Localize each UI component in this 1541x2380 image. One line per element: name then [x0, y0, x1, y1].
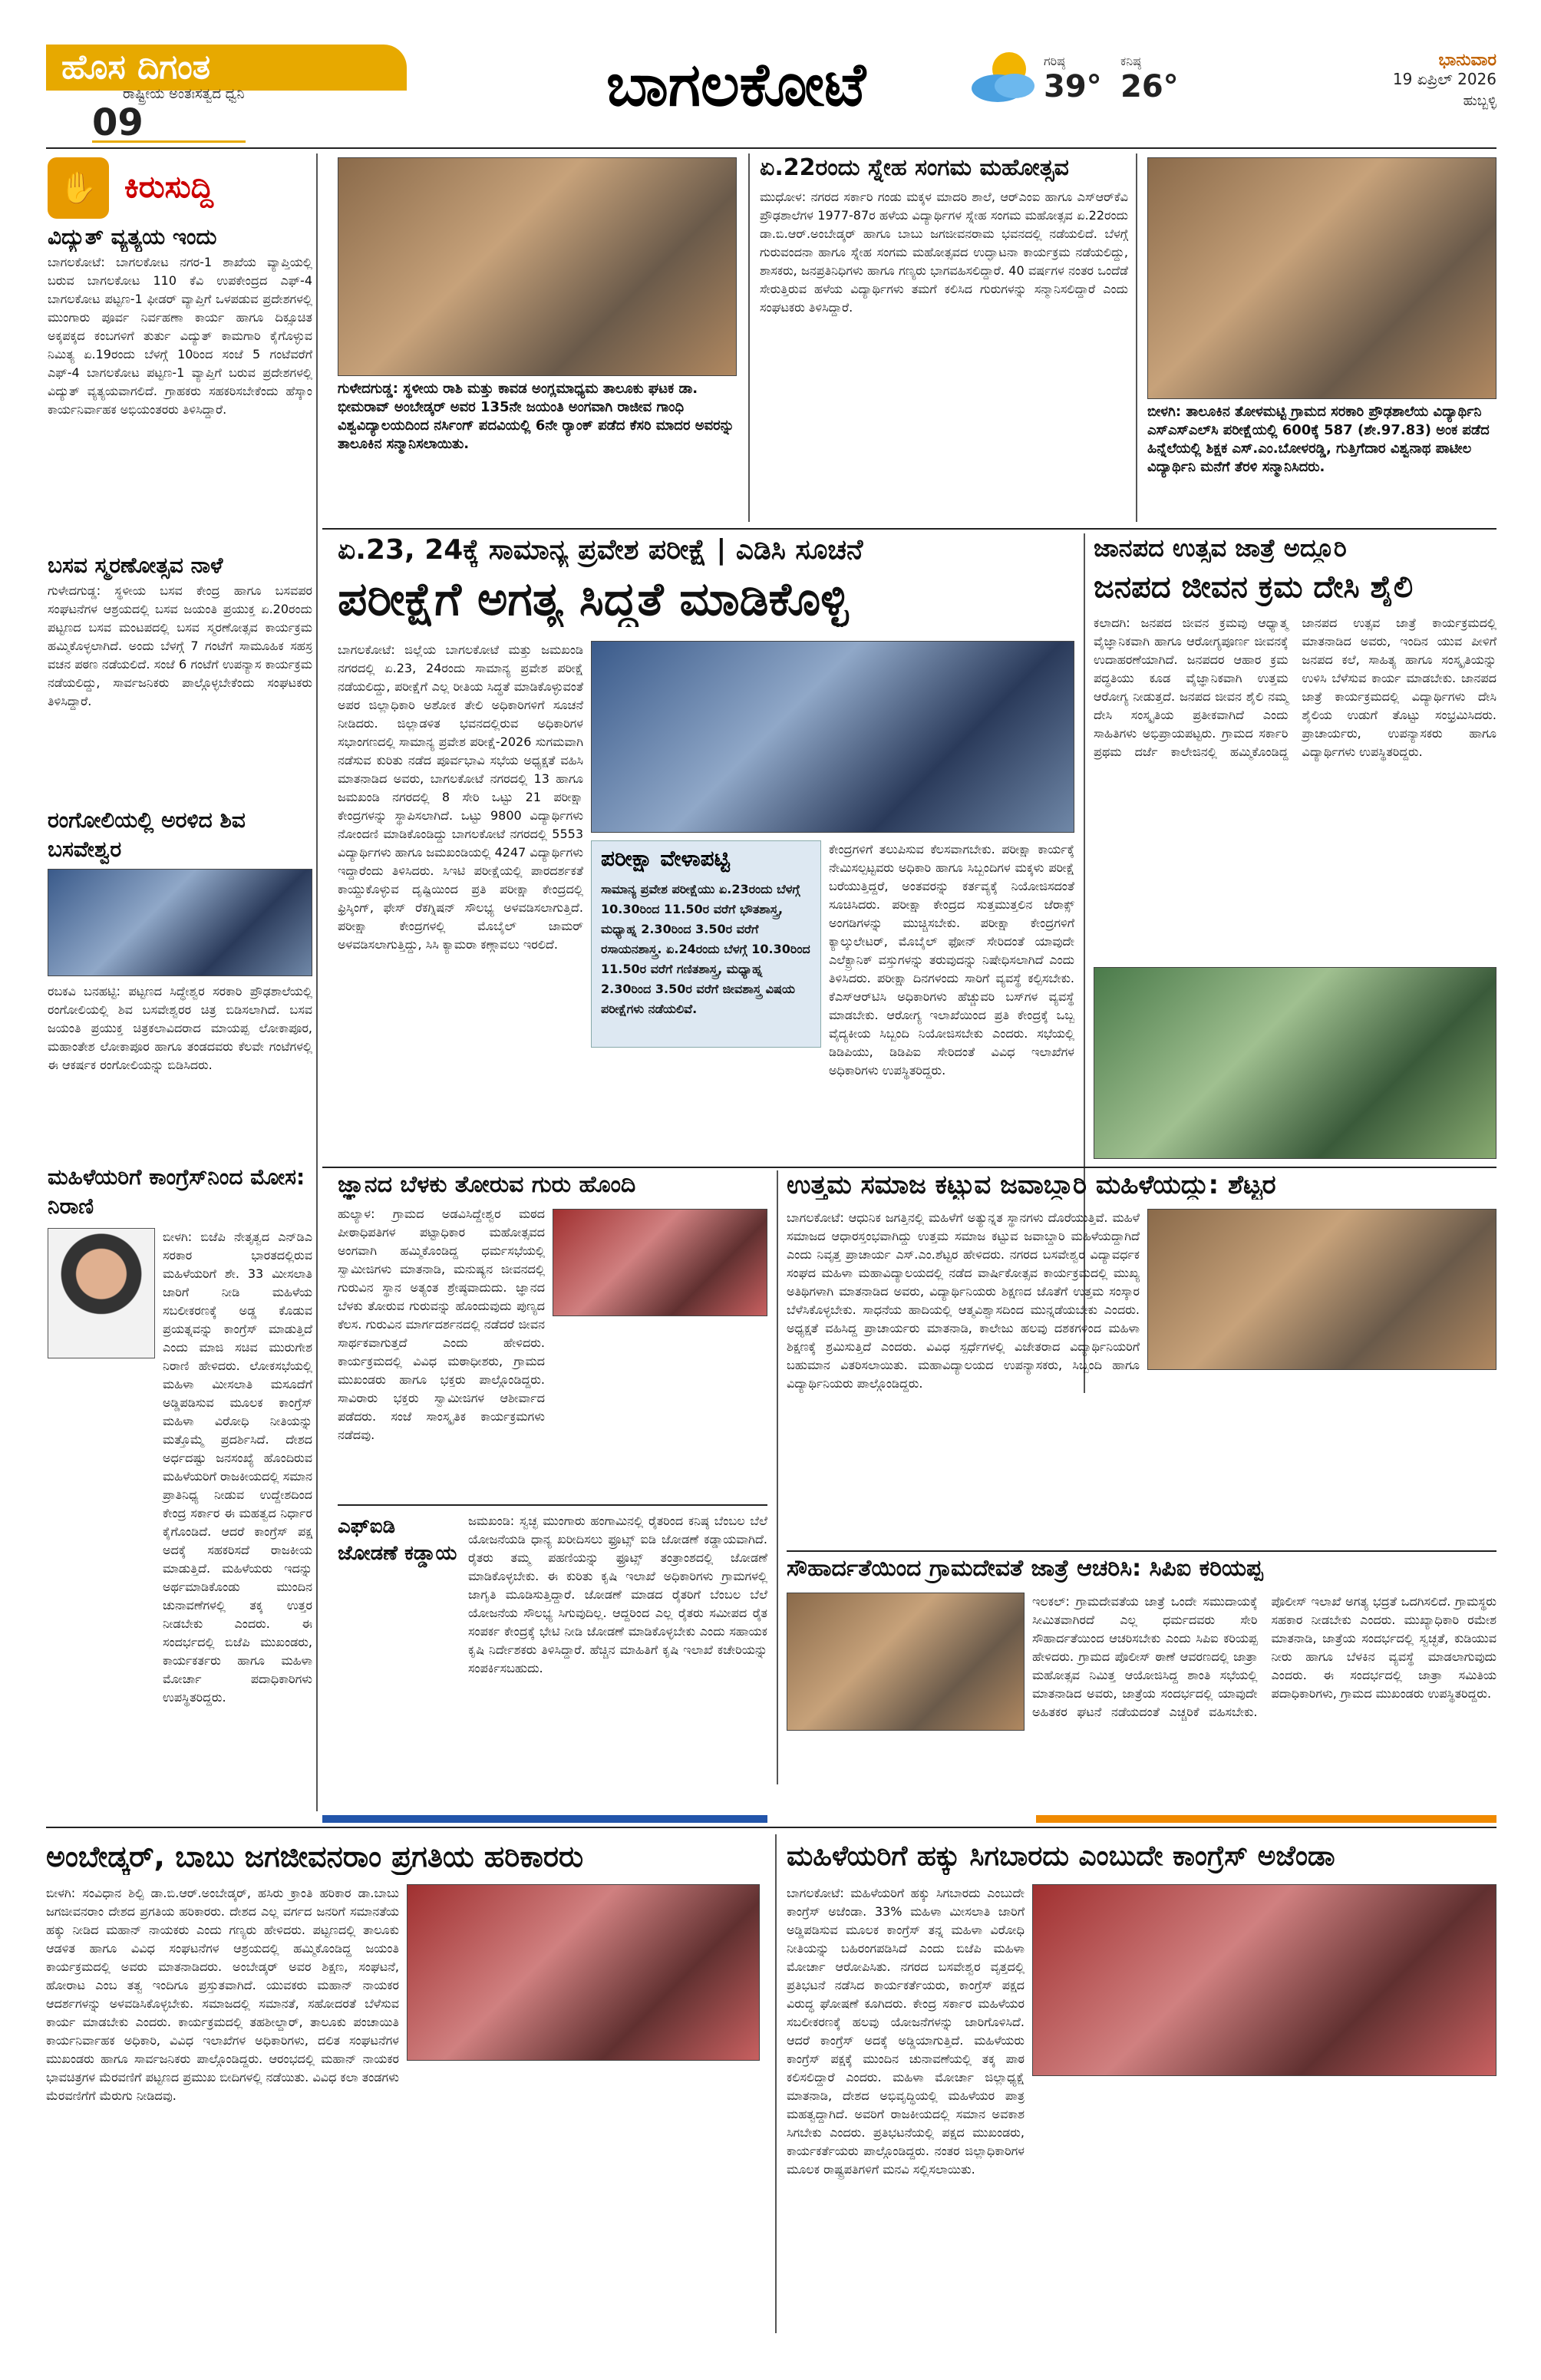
section-divider [46, 1827, 1496, 1828]
newspaper-brand: ಹೊಸ ದಿಗಂತ [46, 45, 407, 91]
lead-kicker: ಏ.23, 24ಕ್ಕೆ ಸಾಮಾನ್ಯ ಪ್ರವೇಶ ಪರೀಕ್ಷೆ | ಎಡಿಸಿ ಸೂಚನೆ [338, 534, 863, 566]
brief-1-headline: ವಿದ್ಯುತ್ ವ್ಯತ್ಯಯ ಇಂದು [48, 224, 217, 249]
congress-body: ಬಾಗಲಕೋಟೆ: ಮಹಿಳೆಯರಿಗೆ ಹಕ್ಕು ಸಿಗಬಾರದು ಎಂಬುದೇ ಕಾಂಗ್ರೆಸ್ ಅಜೆಂಡಾ. 33% ಮಹಿಳಾ ಮೀಸಲಾತಿ ಜಾರಿಗೆ ಅಡ್ಡಿಪಡಿಸುವ ಮೂಲಕ ಕಾಂಗ್ರೆಸ್ ತನ್ನ ಮಹಿಳಾ ವಿರೋಧಿ ನೀತಿಯನ್ನು ಬಹಿರಂಗಪಡಿಸಿದೆ ಎಂದು ಬಿಜೆಪಿ ಮಹಿಳಾ ಮೋರ್ಚಾ ಆರೋಪಿಸಿತು. ನಗರದ ಬಸವೇಶ್ವರ ವೃತ್ತದಲ್ಲಿ ಪ್ರತಿಭಟನೆ ನಡೆಸಿದ ಕಾರ್ಯಕರ್ತೆಯರು, ಕಾಂಗ್ರೆಸ್ ಪಕ್ಷದ ವಿರುದ್ಧ ಘೋಷಣೆ ಕೂಗಿದರು. ಕೇಂದ್ರ ಸರ್ಕಾರ ಮಹಿಳೆಯರ ಸಬಲೀಕರಣಕ್ಕೆ ಹಲವು ಯೋಜನೆಗಳನ್ನು ಜಾರಿಗೊಳಿಸಿದೆ. ಆದರೆ ಕಾಂಗ್ರೆಸ್ ಅದಕ್ಕೆ ಅಡ್ಡಿಯಾಗುತ್ತಿದೆ. ಮಹಿಳೆಯರು ಕಾಂಗ್ರೆಸ್ ಪಕ್ಷಕ್ಕೆ ಮುಂದಿನ ಚುನಾವಣೆಯಲ್ಲಿ ತಕ್ಕ ಪಾಠ ಕಲಿಸಲಿದ್ದಾರೆ ಎಂದರು. ಮಹಿಳಾ ಮೋರ್ಚಾ ಜಿಲ್ಲಾಧ್ಯಕ್ಷೆ ಮಾತನಾಡಿ, ದೇಶದ ಅಭಿವೃದ್ಧಿಯಲ್ಲಿ ಮಹಿಳೆಯರ ಪಾತ್ರ ಮಹತ್ವದ್ದಾಗಿದೆ. ಅವರಿಗೆ ರಾಜಕೀಯದಲ್ಲಿ ಸಮಾನ ಅವಕಾಶ ಸಿಗಬೇಕು ಎಂದರು. ಪ್ರತಿಭಟನೆಯಲ್ಲಿ ಪಕ್ಷದ ಮುಖಂಡರು, ಕಾರ್ಯಕರ್ತೆಯರು ಪಾಲ್ಗೊಂಡಿದ್ದರು. ನಂತರ ಜಿಲ್ಲಾಧಿಕಾರಿಗಳ ಮೂಲಕ ರಾಷ್ಟ್ರಪತಿಗಳಿಗೆ ಮನವಿ ಸಲ್ಲಿಸಲಾಯಿತು. [787, 1886, 1025, 2177]
min-temp [1120, 54, 1179, 104]
lead-body-continued: ಕೇಂದ್ರಗಳಿಗೆ ತಲುಪಿಸುವ ಕೆಲಸವಾಗಬೇಕು. ಪರೀಕ್ಷಾ ಕಾರ್ಯಕ್ಕೆ ನೇಮಿಸಲ್ಪಟ್ಟವರು ಅಧಿಕಾರಿ ಹಾಗೂ ಸಿಬ್ಬಂದಿಗಳ ಮಕ್ಕಳು ಪರೀಕ್ಷೆ ಬರೆಯುತ್ತಿದ್ದರೆ, ಅಂತವರನ್ನು ಕರ್ತವ್ಯಕ್ಕೆ ನಿಯೋಜಿಸದಂತೆ ಸೂಚಿಸಿದರು. ಪರೀಕ್ಷಾ ಕೇಂದ್ರದ ಸುತ್ತಮುತ್ತಲಿನ ಜೆರಾಕ್ಸ್ ಅಂಗಡಿಗಳನ್ನು ಮುಚ್ಚಿಸಬೇಕು. ಪರೀಕ್ಷಾ ಕೇಂದ್ರಗಳಿಗೆ ಕ್ಯಾಲ್ಕುಲೇಟರ್, ಮೊಬೈಲ್ ಫೋನ್ ಸೇರಿದಂತೆ ಯಾವುದೇ ಎಲೆಕ್ಟ್ರಾನಿಕ್ ವಸ್ತುಗಳನ್ನು ತರುವುದನ್ನು ನಿಷೇಧಿಸಲಾಗಿದೆ ಎಂದು ತಿಳಿಸಿದರು. ಪರೀಕ್ಷಾ ದಿನಗಳಂದು ಸಾರಿಗೆ ವ್ಯವಸ್ಥೆ ಕಲ್ಪಿಸಬೇಕು. ಕೆಎಸ್‌ಆರ್‌ಟಿಸಿ ಅಧಿಕಾರಿಗಳು ಹೆಚ್ಚುವರಿ ಬಸ್‌ಗಳ ವ್ಯವಸ್ಥೆ ಮಾಡಬೇಕು. ಆರೋಗ್ಯ ಇಲಾಖೆಯಿಂದ ಪ್ರತಿ ಕೇಂದ್ರಕ್ಕೆ ಒಬ್ಬ ವೈದ್ಯಕೀಯ ಸಿಬ್ಬಂದಿ ನಿಯೋಜಿಸಬೇಕು ಎಂದರು. ಸಭೆಯಲ್ಲಿ ಡಿಡಿಪಿಯು, ಡಿಡಿಪಿಐ ಸೇರಿದಂತೆ ವಿವಿಧ ಇಲಾಖೆಗಳ ಅಧಿಕಾರಿಗಳು ಉಪಸ್ಥಿತರಿದ್ದರು. [829, 842, 1074, 1078]
brief-1-body: ಬಾಗಲಕೋಟೆ: ಬಾಗಲಕೋಟ ನಗರ-1 ಶಾಖೆಯ ವ್ಯಾಪ್ತಿಯಲ್ಲಿ ಬರುವ ಬಾಗಲಕೋಟ 110 ಕೆವಿ ಉಪಕೇಂದ್ರದ ಎಫ್-4 ಬಾಗಲಕೋಟ ಪಟ್ಟಣ-1 ಫೀಡರ್ ವ್ಯಾಪ್ತಿಗೆ ಒಳಪಡುವ ಪ್ರದೇಶಗಳಲ್ಲಿ ಮುಂಗಾರು ಪೂರ್ವ ನಿರ್ವಹಣಾ ಕಾರ್ಯ ಹಾಗೂ ದಿಕ್ಸೂಚಿತ ಅಕ್ಕಪಕ್ಕದ ಕಂಬಗಳಿಗೆ ತುರ್ತು ವಿದ್ಯುತ್ ಕಾಮಗಾರಿ ಕೈಗೊಳ್ಳುವ ನಿಮಿತ್ಯ ಏ.19ರಂದು ಬೆಳಗ್ಗೆ 10ರಿಂದ ಸಂಜೆ 5 ಗಂಟೆವರೆಗೆ ಎಫ್-4 ಬಾಗಲಕೋಟ ಪಟ್ಟಣ-1 ವ್ಯಾಪ್ತಿಗೆ ಬರುವ ಪ್ರದೇಶಗಳಲ್ಲಿ ವಿದ್ಯುತ್ ವ್ಯತ್ಯಯವಾಗಲಿದೆ. ಗ್ರಾಹಕರು ಸಹಕರಿಸಬೇಕೆಂದು ಹೆಸ್ಕಾಂ ಕಾರ್ಯನಿರ್ವಾಹಕ ಅಭಿಯಂತರರು ತಿಳಿಸಿದ್ದಾರೆ. [48, 255, 312, 417]
brief-3-headline: ರಂಗೋಲಿಯಲ್ಲಿ ಅರಳಿದ ಶಿವ ಬಸವೇಶ್ವರ [48, 807, 246, 862]
masthead-divider [46, 147, 1496, 149]
partly-cloudy-icon [967, 46, 1044, 107]
column-divider [777, 1170, 778, 1784]
protest-photo [1032, 1884, 1496, 2076]
section-bar [322, 1815, 767, 1823]
fid-headline-1: ಎಫ್‌ಐಡಿ [338, 1515, 395, 1538]
brief-4-headline: ಮಹಿಳೆಯರಿಗೆ ಕಾಂಗ್ರೆಸ್‌ನಿಂದ ಮೋಸ: ನಿರಾಣಿ [48, 1164, 305, 1219]
meeting-photo [591, 641, 1074, 833]
ambedkar-photo [407, 1884, 760, 2061]
ambedkar-body: ಬೀಳಗಿ: ಸಂವಿಧಾನ ಶಿಲ್ಪಿ ಡಾ.ಬಿ.ಆರ್.ಅಂಬೇಡ್ಕರ್, ಹಸಿರು ಕ್ರಾಂತಿ ಹರಿಕಾರ ಡಾ.ಬಾಬು ಜಗಜೀವನರಾಂ ದೇಶದ ಪ್ರಗತಿಯ ಹರಿಕಾರರು. ದೇಶದ ಎಲ್ಲ ವರ್ಗದ ಜನರಿಗೆ ಸಮಾನತೆಯ ಹಕ್ಕು ನೀಡಿದ ಮಹಾನ್ ನಾಯಕರು ಎಂದು ಗಣ್ಯರು ಹೇಳಿದರು. ಪಟ್ಟಣದಲ್ಲಿ ತಾಲೂಕು ಆಡಳಿತ ಹಾಗೂ ವಿವಿಧ ಸಂಘಟನೆಗಳ ಆಶ್ರಯದಲ್ಲಿ ಹಮ್ಮಿಕೊಂಡಿದ್ದ ಜಯಂತಿ ಕಾರ್ಯಕ್ರಮದಲ್ಲಿ ಅವರು ಮಾತನಾಡಿದರು. ಅಂಬೇಡ್ಕರ್ ಅವರ ಶಿಕ್ಷಣ, ಸಂಘಟನೆ, ಹೋರಾಟ ಎಂಬ ತತ್ವ ಇಂದಿಗೂ ಪ್ರಸ್ತುತವಾಗಿದೆ. ಯುವಕರು ಮಹಾನ್ ನಾಯಕರ ಆದರ್ಶಗಳನ್ನು ಅಳವಡಿಸಿಕೊಳ್ಳಬೇಕು. ಸಮಾಜದಲ್ಲಿ ಸಮಾನತೆ, ಸಹೋದರತೆ ಬೆಳೆಸುವ ಕಾರ್ಯ ಮಾಡಬೇಕು ಎಂದರು. ಕಾರ್ಯಕ್ರಮದಲ್ಲಿ ತಹಶೀಲ್ದಾರ್, ತಾಲೂಕು ಪಂಚಾಯಿತಿ ಕಾರ್ಯನಿರ್ವಾಹಕ ಅಧಿಕಾರಿ, ವಿವಿಧ ಇಲಾಖೆಗಳ ಅಧಿಕಾರಿಗಳು, ದಲಿತ ಸಂಘಟನೆಗಳ ಮುಖಂಡರು ಹಾಗೂ ಸಾರ್ವಜನಿಕರು ಪಾಲ್ಗೊಂಡಿದ್ದರು. ಆರಂಭದಲ್ಲಿ ಮಹಾನ್ ನಾಯಕರ ಭಾವಚಿತ್ರಗಳ ಮೆರವಣಿಗೆ ಪಟ್ಟಣದ ಪ್ರಮುಖ ಬೀದಿಗಳಲ್ಲಿ ನಡೆಯಿತು. ವಿವಿಧ ಕಲಾ ತಂಡಗಳು ಮೆರವಣಿಗೆಗೆ ಮೆರುಗು ನೀಡಿದವು. [46, 1886, 399, 2103]
exam-schedule-box [591, 840, 821, 1048]
jatre-headline: ಸೌಹಾರ್ದತೆಯಿಂದ ಗ್ರಾಮದೇವತೆ ಜಾತ್ರೆ ಆಚರಿಸಿ: ಸಿಪಿಐ ಕರಿಯಪ್ಪ [787, 1555, 1263, 1582]
kiru-title-a: ಕಿರು [124, 170, 165, 205]
column-divider [775, 1834, 777, 2333]
sneha-sangama-headline: ಏ.22ರಂದು ಸ್ನೇಹ ಸಂಗಮ ಮಹೋತ್ಸವ [760, 154, 1069, 181]
sneha-sangama-body: ಮುಧೋಳ: ನಗರದ ಸರ್ಕಾರಿ ಗಂಡು ಮಕ್ಕಳ ಮಾದರಿ ಶಾಲೆ, ಆರ್‌ಎಂಐ ಹಾಗೂ ಎಸ್‌ಆರ್‌ಕೆವಿ ಪ್ರೌಢಶಾಲೆಗಳ 1977-87ರ ಹಳೆಯ ವಿದ್ಯಾರ್ಥಿಗಳ ಸ್ನೇಹ ಸಂಗಮ ಮಹೋತ್ಸವ ಏ.22ರಂದು ಡಾ.ಬಿ.ಆರ್.ಅಂಬೇಡ್ಕರ್ ಹಾಗೂ ಬಾಬು ಜಗಜೀವನರಾಮ ಭವನದಲ್ಲಿ ನಡೆಯಲಿದೆ. ಬೆಳಗ್ಗೆ ಗುರುವಂದನಾ ಹಾಗೂ ಸ್ನೇಹ ಸಂಗಮ ಮಹೋತ್ಸವದ ಉದ್ಘಾಟನಾ ಕಾರ್ಯಕ್ರಮ ನಡೆಯಲಿದ್ದು, ಶಾಸಕರು, ಜನಪ್ರತಿನಿಧಿಗಳು ಹಾಗೂ ಗಣ್ಯರು ಭಾಗವಹಿಸಲಿದ್ದಾರೆ. 40 ವರ್ಷಗಳ ನಂತರ ಒಂದೆಡೆ ಸೇರುತ್ತಿರುವ ಹಳೆಯ ವಿದ್ಯಾರ್ಥಿಗಳು ತಮಗೆ ಕಲಿಸಿದ ಗುರುಗಳನ್ನು ಸನ್ಮಾನಿಸಲಿದ್ದಾರೆ ಎಂದು ಸಂಘಟಕರು ತಿಳಿಸಿದ್ದಾರೆ. [760, 190, 1128, 315]
brief-2-body: ಗುಳೇದಗುಡ್ಡ: ಸ್ಥಳೀಯ ಬಸವ ಕೇಂದ್ರ ಹಾಗೂ ಬಸವಪರ ಸಂಘಟನೆಗಳ ಆಶ್ರಯದಲ್ಲಿ ಬಸವ ಜಯಂತಿ ಪ್ರಯುಕ್ತ ಏ.20ರಂದು ಪಟ್ಟಣದ ಬಸವ ಮಂಟಪದಲ್ಲಿ ಬಸವ ಸ್ಮರಣೋತ್ಸವ ಕಾರ್ಯಕ್ರಮ ಹಮ್ಮಿಕೊಳ್ಳಲಾಗಿದೆ. ಅಂದು ಬೆಳಗ್ಗೆ 7 ಗಂಟೆಗೆ ಸಾಮೂಹಿಕ ಸಹಸ್ರ ವಚನ ಪಠಣ ನಡೆಯಲಿದೆ. ಸಂಜೆ 6 ಗಂಟೆಗೆ ಉಪನ್ಯಾಸ ಕಾರ್ಯಕ್ರಮ ನಡೆಯಲಿದ್ದು, ಸಾರ್ವಜನಿಕರು ಪಾಲ್ಗೊಳ್ಳಬೇಕೆಂದು ಸಂಘಟಕರು ತಿಳಿಸಿದ್ದಾರೆ. [48, 583, 312, 708]
max-temp-label: ಗರಿಷ್ಠ [1044, 54, 1065, 68]
exam-schedule-title: ಪರೀಕ್ಷಾ ವೇಳಾಪಟ್ಟಿ [601, 846, 730, 871]
section-divider [338, 1504, 767, 1506]
section-bar [1036, 1815, 1496, 1823]
section-divider [787, 1550, 1496, 1552]
weekday: ಭಾನುವಾರ [1438, 51, 1496, 70]
shettar-body: ಬಾಗಲಕೋಟೆ: ಆಧುನಿಕ ಜಗತ್ತಿನಲ್ಲಿ ಮಹಿಳೆಗೆ ಅತ್ಯುನ್ನತ ಸ್ಥಾನಗಳು ದೊರೆಯುತ್ತಿವೆ. ಮಹಿಳೆ ಸಮಾಜದ ಆಧಾರಸ್ತಂಭವಾಗಿದ್ದು ಉತ್ತಮ ಸಮಾಜ ಕಟ್ಟುವ ಜವಾಬ್ದಾರಿ ಮಹಿಳೆಯದ್ದಾಗಿದೆ ಎಂದು ನಿವೃತ್ತ ಪ್ರಾಚಾರ್ಯ ಎಸ್.ಎಂ.ಶೆಟ್ಟರ ಹೇಳಿದರು. ನಗರದ ಬಸವೇಶ್ವರ ವಿದ್ಯಾವರ್ಧಕ ಸಂಘದ ಮಹಿಳಾ ಮಹಾವಿದ್ಯಾಲಯದಲ್ಲಿ ನಡೆದ ವಾರ್ಷಿಕೋತ್ಸವ ಕಾರ್ಯಕ್ರಮದಲ್ಲಿ ಮುಖ್ಯ ಅತಿಥಿಗಳಾಗಿ ಮಾತನಾಡಿದ ಅವರು, ವಿದ್ಯಾರ್ಥಿನಿಯರು ಶಿಕ್ಷಣದ ಜೊತೆಗೆ ಉತ್ತಮ ಸಂಸ್ಕಾರ ಬೆಳೆಸಿಕೊಳ್ಳಬೇಕು. ಸಾಧನೆಯ ಹಾದಿಯಲ್ಲಿ ಆತ್ಮವಿಶ್ವಾಸದಿಂದ ಮುನ್ನಡೆಯಬೇಕು ಎಂದರು. ಅಧ್ಯಕ್ಷತೆ ವಹಿಸಿದ್ದ ಪ್ರಾಚಾರ್ಯರು ಮಾತನಾಡಿ, ಕಾಲೇಜು ಹಲವು ದಶಕಗಳಿಂದ ಮಹಿಳಾ ಶಿಕ್ಷಣಕ್ಕೆ ಶ್ರಮಿಸುತ್ತಿದೆ ಎಂದರು. ವಿವಿಧ ಸ್ಪರ್ಧೆಗಳಲ್ಲಿ ವಿಜೇತರಾದ ವಿದ್ಯಾರ್ಥಿನಿಯರಿಗೆ ಬಹುಮಾನ ವಿತರಿಸಲಾಯಿತು. ಮಹಾವಿದ್ಯಾಲಯದ ಉಪನ್ಯಾಸಕರು, ಸಿಬ್ಬಂದಿ ಹಾಗೂ ವಿದ್ಯಾರ್ಥಿನಿಯರು ಪಾಲ್ಗೊಂಡಿದ್ದರು. [787, 1210, 1140, 1391]
min-temp-label: ಕನಿಷ್ಠ [1120, 54, 1141, 68]
edition-place: ಹುಬ್ಬಳ್ಳಿ [1463, 93, 1496, 109]
student-felicitation-photo [1147, 157, 1496, 399]
tagline: ರಾಷ್ಟ್ರೀಯ ಅಂತಃಸತ್ವದ ಧ್ವನಿ [123, 86, 245, 102]
brief-4-body: ಬೀಳಗಿ: ಬಿಜೆಪಿ ನೇತೃತ್ವದ ಎನ್‌ಡಿಎ ಸರಕಾರ ಭಾರತದಲ್ಲಿರುವ ಮಹಿಳೆಯರಿಗೆ ಶೇ. 33 ಮೀಸಲಾತಿ ಜಾರಿಗೆ ನೀಡಿ ಮಹಿಳೆಯ ಸಬಲೀಕರಣಕ್ಕೆ ಅಡ್ಡ ಕೊಡುವ ಪ್ರಯತ್ನವನ್ನು ಕಾಂಗ್ರೆಸ್ ಮಾಡುತ್ತಿದೆ ಎಂದು ಮಾಜಿ ಸಚಿವ ಮುರುಗೇಶ ನಿರಾಣಿ ಹೇಳಿದರು. ಲೋಕಸಭೆಯಲ್ಲಿ ಮಹಿಳಾ ಮೀಸಲಾತಿ ಮಸೂದೆಗೆ ಅಡ್ಡಿಪಡಿಸುವ ಮೂಲಕ ಕಾಂಗ್ರೆಸ್ ಮಹಿಳಾ ವಿರೋಧಿ ನೀತಿಯನ್ನು ಮತ್ತೊಮ್ಮೆ ಪ್ರದರ್ಶಿಸಿದೆ. ದೇಶದ ಅರ್ಧದಷ್ಟು ಜನಸಂಖ್ಯೆ ಹೊಂದಿರುವ ಮಹಿಳೆಯರಿಗೆ ರಾಜಕೀಯದಲ್ಲಿ ಸಮಾನ ಪ್ರಾತಿನಿಧ್ಯ ನೀಡುವ ಉದ್ದೇಶದಿಂದ ಕೇಂದ್ರ ಸರ್ಕಾರ ಈ ಮಹತ್ವದ ನಿರ್ಧಾರ ಕೈಗೊಂಡಿದೆ. ಆದರೆ ಕಾಂಗ್ರೆಸ್ ಪಕ್ಷ ಅದಕ್ಕೆ ಸಹಕರಿಸದೆ ರಾಜಕೀಯ ಮಾಡುತ್ತಿದೆ. ಮಹಿಳೆಯರು ಇದನ್ನು ಅರ್ಥಮಾಡಿಕೊಂಡು ಮುಂದಿನ ಚುನಾವಣೆಗಳಲ್ಲಿ ತಕ್ಕ ಉತ್ತರ ನೀಡಬೇಕು ಎಂದರು. ಈ ಸಂದರ್ಭದಲ್ಲಿ ಬಿಜೆಪಿ ಮುಖಂಡರು, ಕಾರ್ಯಕರ್ತರು ಹಾಗೂ ಮಹಿಳಾ ಮೋರ್ಚಾ ಪದಾಧಿಕಾರಿಗಳು ಉಪಸ್ಥಿತರಿದ್ದರು. [163, 1230, 312, 1705]
janapada-headline-2: ಜನಪದ ಜೀವನ ಕ್ರಮ ದೇಸಿ ಶೈಲಿ [1094, 569, 1414, 605]
fid-headline-2: ಜೋಡಣೆ ಕಡ್ಡಾಯ [338, 1542, 457, 1565]
max-temp [1044, 54, 1102, 104]
lead-body: ಬಾಗಲಕೋಟೆ: ಜಿಲ್ಲೆಯ ಬಾಗಲಕೋಟೆ ಮತ್ತು ಜಮಖಂಡಿ ನಗರದಲ್ಲಿ ಏ.23, 24ರಂದು ಸಾಮಾನ್ಯ ಪ್ರವೇಶ ಪರೀಕ್ಷೆ ನಡೆಯಲಿದ್ದು, ಪರೀಕ್ಷೆಗೆ ಎಲ್ಲ ರೀತಿಯ ಸಿದ್ಧತೆ ಮಾಡಿಕೊಳ್ಳುವಂತೆ ಅಪರ ಜಿಲ್ಲಾಧಿಕಾರಿ ಅಶೋಕ ತೇಲಿ ಅಧಿಕಾರಿಗಳಿಗೆ ಸೂಚನೆ ನೀಡಿದರು. ಜಿಲ್ಲಾಡಳಿತ ಭವನದಲ್ಲಿರುವ ಅಧಿಕಾರಿಗಳ ಸಭಾಂಗಣದಲ್ಲಿ ಸಾಮಾನ್ಯ ಪ್ರವೇಶ ಪರೀಕ್ಷೆ-2026 ಸುಗಮವಾಗಿ ನಡೆಸುವ ಕುರಿತು ನಡೆದ ಪೂರ್ವಭಾವಿ ಸಭೆಯ ಅಧ್ಯಕ್ಷತೆ ವಹಿಸಿ ಮಾತನಾಡಿದ ಅವರು, ಬಾಗಲಕೋಟೆ ನಗರದಲ್ಲಿ 13 ಹಾಗೂ ಜಮಖಂಡಿ ನಗರದಲ್ಲಿ 8 ಸೇರಿ ಒಟ್ಟು 21 ಪರೀಕ್ಷಾ ಕೇಂದ್ರಗಳನ್ನು ಸ್ಥಾಪಿಸಲಾಗಿದೆ. ಒಟ್ಟು 9800 ವಿದ್ಯಾರ್ಥಿಗಳು ನೋಂದಣಿ ಮಾಡಿಕೊಂಡಿದ್ದು ಬಾಗಲಕೋಟೆ ನಗರದಲ್ಲಿ 5553 ವಿದ್ಯಾರ್ಥಿಗಳು ಹಾಗೂ ಜಮಖಂಡಿಯಲ್ಲಿ 4247 ವಿದ್ಯಾರ್ಥಿಗಳು ಇದ್ದಾರೆಂದು ತಿಳಿಸಿದರು. ಸಿಇಟಿ ಪರೀಕ್ಷೆಯಲ್ಲಿ ಪಾರದರ್ಶಕತೆ ಕಾಯ್ದುಕೊಳ್ಳುವ ದೃಷ್ಟಿಯಿಂದ ಪ್ರತಿ ಪರೀಕ್ಷಾ ಕೇಂದ್ರದಲ್ಲಿ ಫ್ರಿಸ್ಕಿಂಗ್, ಫೇಸ್ ರೆಕಗ್ನಿಷನ್ ಸೌಲಭ್ಯ ಅಳವಡಿಸಲಾಗುತ್ತಿದೆ. ಪರೀಕ್ಷಾ ಕೇಂದ್ರಗಳಲ್ಲಿ ಮೊಬೈಲ್ ಜಾಮರ್ ಅಳವಡಿಸಲಾಗುತ್ತಿದ್ದು, ಸಿಸಿ ಕ್ಯಾಮರಾ ಕಣ್ಗಾವಲು ಇರಲಿದೆ. [338, 642, 583, 952]
column-divider [1136, 153, 1137, 522]
jatre-photo [787, 1593, 1025, 1731]
ambedkar-headline: ಅಂಬೇಡ್ಕರ್, ಬಾಬು ಜಗಜೀವನರಾಂ ಪ್ರಗತಿಯ ಹರಿಕಾರರು [46, 1840, 584, 1873]
brief-2-headline: ಬಸವ ಸ್ಮರಣೋತ್ಸವ ನಾಳೆ [48, 553, 223, 578]
kiru-title-b: ಸುದ್ದಿ [164, 170, 214, 205]
column-divider [316, 153, 318, 1811]
kiru-suddi-header [48, 157, 309, 219]
column-divider [748, 153, 750, 522]
page-number: 09 [92, 101, 246, 143]
kiru-suddi-title [124, 170, 213, 205]
jatre-body: ಇಲಕಲ್: ಗ್ರಾಮದೇವತೆಯ ಜಾತ್ರೆ ಒಂದೇ ಸಮುದಾಯಕ್ಕೆ ಸೀಮಿತವಾಗಿರದೆ ಎಲ್ಲ ಧರ್ಮದವರು ಸೇರಿ ಸೌಹಾರ್ದತೆಯಿಂದ ಆಚರಿಸಬೇಕು ಎಂದು ಸಿಪಿಐ ಕರಿಯಪ್ಪ ಹೇಳಿದರು. ಗ್ರಾಮದ ಪೊಲೀಸ್ ಠಾಣೆ ಆವರಣದಲ್ಲಿ ಜಾತ್ರಾ ಮಹೋತ್ಸವ ನಿಮಿತ್ತ ಆಯೋಜಿಸಿದ್ದ ಶಾಂತಿ ಸಭೆಯಲ್ಲಿ ಮಾತನಾಡಿದ ಅವರು, ಜಾತ್ರೆಯ ಸಂದರ್ಭದಲ್ಲಿ ಯಾವುದೇ ಅಹಿತಕರ ಘಟನೆ ನಡೆಯದಂತೆ ಎಚ್ಚರಿಕೆ ವಹಿಸಬೇಕು. ಪೊಲೀಸ್ ಇಲಾಖೆ ಅಗತ್ಯ ಭದ್ರತೆ ಒದಗಿಸಲಿದೆ. ಗ್ರಾಮಸ್ಥರು ಸಹಕಾರ ನೀಡಬೇಕು ಎಂದರು. ಮುಖ್ಯಾಧಿಕಾರಿ ರಮೇಶ ಮಾತನಾಡಿ, ಜಾತ್ರೆಯ ಸಂದರ್ಭದಲ್ಲಿ ಸ್ವಚ್ಛತೆ, ಕುಡಿಯುವ ನೀರು ಹಾಗೂ ಬೆಳಕಿನ ವ್ಯವಸ್ಥೆ ಮಾಡಲಾಗುವುದು ಎಂದರು. ಈ ಸಂದರ್ಭದಲ್ಲಿ ಜಾತ್ರಾ ಸಮಿತಿಯ ಪದಾಧಿಕಾರಿಗಳು, ಗ್ರಾಮದ ಮುಖಂಡರು ಉಪಸ್ಥಿತರಿದ್ದರು. [1032, 1594, 1496, 1719]
max-temp-value: 39° [1044, 69, 1102, 104]
min-temp-value: 26° [1120, 69, 1179, 104]
janapada-photo [1094, 967, 1496, 1159]
city-title: ಬಾಗಲಕೋಟೆ [606, 51, 866, 120]
guru-body: ಹುಲ್ಯಾಳ: ಗ್ರಾಮದ ಅಡವಿಸಿದ್ದೇಶ್ವರ ಮಠದ ಪೀಠಾಧಿಪತಿಗಳ ಪಟ್ಟಾಧಿಕಾರ ಮಹೋತ್ಸವದ ಅಂಗವಾಗಿ ಹಮ್ಮಿಕೊಂಡಿದ್ದ ಧರ್ಮಸಭೆಯಲ್ಲಿ ಸ್ವಾಮೀಜಿಗಳು ಮಾತನಾಡಿ, ಮನುಷ್ಯನ ಜೀವನದಲ್ಲಿ ಗುರುವಿನ ಸ್ಥಾನ ಅತ್ಯಂತ ಶ್ರೇಷ್ಠವಾದುದು. ಜ್ಞಾನದ ಬೆಳಕು ತೋರುವ ಗುರುವನ್ನು ಹೊಂದುವುದು ಪುಣ್ಯದ ಕೆಲಸ. ಗುರುವಿನ ಮಾರ್ಗದರ್ಶನದಲ್ಲಿ ನಡೆದರೆ ಜೀವನ ಸಾರ್ಥಕವಾಗುತ್ತದೆ ಎಂದು ಹೇಳಿದರು. ಕಾರ್ಯಕ್ರಮದಲ್ಲಿ ವಿವಿಧ ಮಠಾಧೀಶರು, ಗ್ರಾಮದ ಮುಖಂಡರು ಹಾಗೂ ಭಕ್ತರು ಪಾಲ್ಗೊಂಡಿದ್ದರು. ಸಾವಿರಾರು ಭಕ್ತರು ಸ್ವಾಮೀಜಿಗಳ ಆಶೀರ್ವಾದ ಪಡೆದರು. ಸಂಜೆ ಸಾಂಸ್ಕೃತಿಕ ಕಾರ್ಯಕ್ರಮಗಳು ನಡೆದವು. [338, 1207, 545, 1442]
exam-schedule-text: ಸಾಮಾನ್ಯ ಪ್ರವೇಶ ಪರೀಕ್ಷೆಯು ಏ.23ರಂದು ಬೆಳಗ್ಗೆ 10.30ರಿಂದ 11.50ರ ವರೆಗೆ ಭೌತಶಾಸ್ತ್ರ, ಮಧ್ಯಾಹ್ನ 2.30ರಿಂದ 3.50ರ ವರೆಗೆ ರಸಾಯನಶಾಸ್ತ್ರ. ಏ.24ರಂದು ಬೆಳಗ್ಗೆ 10.30ರಿಂದ 11.50ರ ವರೆಗೆ ಗಣಿತಶಾಸ್ತ್ರ, ಮಧ್ಯಾಹ್ನ 2.30ರಿಂದ 3.50ರ ವರೆಗೆ ಜೀವಶಾಸ್ತ್ರ ವಿಷಯ ಪರೀಕ್ಷೆಗಳು ನಡೆಯಲಿವೆ. [601, 882, 810, 1016]
janapada-body: ಕಲಾದಗಿ: ಜನಪದ ಜೀವನ ಕ್ರಮವು ಆಧ್ಯಾತ್ಮ ವೈಜ್ಞಾನಿಕವಾಗಿ ಹಾಗೂ ಆರೋಗ್ಯಪೂರ್ಣ ಜೀವನಕ್ಕೆ ಉದಾಹರಣೆಯಾಗಿದೆ. ಜನಪದರ ಆಹಾರ ಕ್ರಮ ಪದ್ಧತಿಯು ಕೂಡ ವೈಜ್ಞಾನಿಕವಾಗಿ ಉತ್ತಮ ಆರೋಗ್ಯ ನೀಡುತ್ತದೆ. ಜನಪದ ಜೀವನ ಶೈಲಿ ನಮ್ಮ ದೇಸಿ ಸಂಸ್ಕೃತಿಯ ಪ್ರತೀಕವಾಗಿದೆ ಎಂದು ಸಾಹಿತಿಗಳು ಅಭಿಪ್ರಾಯಪಟ್ಟರು. ಗ್ರಾಮದ ಸರ್ಕಾರಿ ಪ್ರಥಮ ದರ್ಜೆ ಕಾಲೇಜಿನಲ್ಲಿ ಹಮ್ಮಿಕೊಂಡಿದ್ದ ಜಾನಪದ ಉತ್ಸವ ಜಾತ್ರೆ ಕಾರ್ಯಕ್ರಮದಲ್ಲಿ ಮಾತನಾಡಿದ ಅವರು, ಇಂದಿನ ಯುವ ಪೀಳಿಗೆ ಜನಪದ ಕಲೆ, ಸಾಹಿತ್ಯ ಹಾಗೂ ಸಂಸ್ಕೃತಿಯನ್ನು ಉಳಿಸಿ ಬೆಳೆಸುವ ಕಾರ್ಯ ಮಾಡಬೇಕು. ಜಾನಪದ ಜಾತ್ರೆ ಕಾರ್ಯಕ್ರಮದಲ್ಲಿ ವಿದ್ಯಾರ್ಥಿಗಳು ದೇಸಿ ಶೈಲಿಯ ಉಡುಗೆ ತೊಟ್ಟು ಸಂಭ್ರಮಿಸಿದರು. ಪ್ರಾಚಾರ್ಯರು, ಉಪನ್ಯಾಸಕರು ಹಾಗೂ ವಿದ್ಯಾರ್ಥಿಗಳು ಉಪಸ್ಥಿತರಿದ್ದರು. [1094, 616, 1496, 759]
congress-headline: ಮಹಿಳೆಯರಿಗೆ ಹಕ್ಕು ಸಿಗಬಾರದು ಎಂಬುದೇ ಕಾಂಗ್ರೆಸ್ ಅಜೆಂಡಾ [787, 1840, 1335, 1872]
temperature-block [1044, 54, 1197, 123]
hand-icon: ✋ [48, 157, 109, 219]
student-felicitation-caption: ಬೀಳಗಿ: ತಾಲೂಕಿನ ತೋಳಮಟ್ಟಿ ಗ್ರಾಮದ ಸರಕಾರಿ ಪ್ರೌಢಶಾಲೆಯ ವಿದ್ಯಾರ್ಥಿನಿ ಎಸ್‌ಎಸ್‌ಎಲ್‌ಸಿ ಪರೀಕ್ಷೆಯಲ್ಲಿ 600ಕ್ಕೆ 587 (ಶೇ.97.83) ಅಂಕ ಪಡೆದ ಹಿನ್ನೆಲೆಯಲ್ಲಿ ಶಿಕ್ಷಕ ಎಸ್.ಎಂ.ಬೋಳರಡ್ಡಿ, ಗುತ್ತಿಗೆದಾರ ವಿಶ್ವನಾಥ ಪಾಟೀಲ ವಿದ್ಯಾರ್ಥಿನಿ ಮನೆಗೆ ತೆರಳಿ ಸನ್ಮಾನಿಸಿದರು. [1147, 404, 1490, 475]
janapada-headline-1: ಜಾನಪದ ಉತ್ಸವ ಜಾತ್ರೆ ಅದ್ದೂರಿ [1094, 533, 1347, 563]
lead-headline: ಪರೀಕ್ಷೆಗೆ ಅಗತ್ಯ ಸಿದ್ಧತೆ ಮಾಡಿಕೊಳ್ಳಿ [338, 573, 849, 626]
fid-body: ಜಮಖಂಡಿ: ಸ್ವಚ್ಛ ಮುಂಗಾರು ಹಂಗಾಮಿನಲ್ಲಿ ರೈತರಿಂದ ಕನಿಷ್ಠ ಬೆಂಬಲ ಬೆಲೆ ಯೋಜನೆಯಡಿ ಧಾನ್ಯ ಖರೀದಿಸಲು ಫ್ರೂಟ್ಸ್ ಐಡಿ ಜೋಡಣೆ ಕಡ್ಡಾಯವಾಗಿದೆ. ರೈತರು ತಮ್ಮ ಪಹಣಿಯನ್ನು ಫ್ರೂಟ್ಸ್ ತಂತ್ರಾಂಶದಲ್ಲಿ ಜೋಡಣೆ ಮಾಡಿಕೊಳ್ಳಬೇಕು. ಈ ಕುರಿತು ಕೃಷಿ ಇಲಾಖೆ ಅಧಿಕಾರಿಗಳು ಗ್ರಾಮಗಳಲ್ಲಿ ಜಾಗೃತಿ ಮೂಡಿಸುತ್ತಿದ್ದಾರೆ. ಜೋಡಣೆ ಮಾಡದ ರೈತರಿಗೆ ಬೆಂಬಲ ಬೆಲೆ ಯೋಜನೆಯ ಸೌಲಭ್ಯ ಸಿಗುವುದಿಲ್ಲ. ಆದ್ದರಿಂದ ಎಲ್ಲ ರೈತರು ಸಮೀಪದ ರೈತ ಸಂಪರ್ಕ ಕೇಂದ್ರಕ್ಕೆ ಭೇಟಿ ನೀಡಿ ಜೋಡಣೆ ಮಾಡಿಕೊಳ್ಳಬೇಕು ಎಂದು ಸಹಾಯಕ ಕೃಷಿ ನಿರ್ದೇಶಕರು ತಿಳಿಸಿದ್ದಾರೆ. ಹೆಚ್ಚಿನ ಮಾಹಿತಿಗೆ ಕೃಷಿ ಇಲಾಖೆ ಕಚೇರಿಯನ್ನು ಸಂಪರ್ಕಿಸಬಹುದು. [468, 1513, 767, 1675]
guru-photo [553, 1209, 767, 1316]
section-divider [322, 528, 1496, 530]
brief-3-body: ರಬಕವಿ ಬನಹಟ್ಟಿ: ಪಟ್ಟಣದ ಸಿದ್ಧೇಶ್ವರ ಸರಕಾರಿ ಪ್ರೌಢಶಾಲೆಯಲ್ಲಿ ರಂಗೋಲಿಯಲ್ಲಿ ಶಿವ ಬಸವೇಶ್ವರರ ಚಿತ್ರ ಬಿಡಿಸಲಾಗಿದೆ. ಬಸವ ಜಯಂತಿ ಪ್ರಯುಕ್ತ ಚಿತ್ರಕಲಾವಿದರಾದ ಮಾಯಪ್ಪ ಲೋಕಾಪೂರ, ಮಹಾಂತೇಶ ಲೋಕಾಪೂರ ಹಾಗೂ ತಂಡದವರು ಕೆಲವೇ ಗಂಟೆಗಳಲ್ಲಿ ಈ ಆಕರ್ಷಕ ರಂಗೋಲಿಯನ್ನು ಬಿಡಿಸಿದರು. [48, 984, 312, 1072]
guru-headline: ಜ್ಞಾನದ ಬೆಳಕು ತೋರುವ ಗುರು ಹೊಂದಿ [338, 1171, 636, 1198]
rangoli-photo [48, 869, 312, 976]
shettar-photo [1147, 1209, 1496, 1370]
section-divider [322, 1167, 1496, 1168]
shettar-headline: ಉತ್ತಮ ಸಮಾಜ ಕಟ್ಟುವ ಜವಾಬ್ದಾರಿ ಮಹಿಳೆಯದ್ದು: ಶೆಟ್ಟರ [787, 1170, 1276, 1200]
date: 19 ಏಪ್ರಿಲ್ 2026 [1392, 70, 1496, 88]
felicitation-photo [338, 157, 737, 376]
felicitation-caption: ಗುಳೇದಗುಡ್ಡ: ಸ್ಥಳೀಯ ರಾಶಿ ಮತ್ತು ಕಾವಡ ಅಂಗ್ಲಮಾಧ್ಯಮ ತಾಲೂಕು ಘಟಕ ಡಾ. ಭೀಮರಾವ್ ಅಂಬೇಡ್ಕರ್ ಅವರ 135ನೇ ಜಯಂತಿ ಅಂಗವಾಗಿ ರಾಜೀವ ಗಾಂಧಿ ವಿಶ್ವವಿದ್ಯಾಲಯದಿಂದ ನರ್ಸಿಂಗ್ ಪದವಿಯಲ್ಲಿ 6ನೇ ರ‍್ಯಾಂಕ್ ಪಡೆದ ಕೆಸರಿ ಮಾದರ ಅವರನ್ನು ತಾಲೂಕಿನ ಸನ್ಮಾನಿಸಲಾಯಿತು. [338, 381, 734, 452]
dateline [1351, 51, 1496, 109]
